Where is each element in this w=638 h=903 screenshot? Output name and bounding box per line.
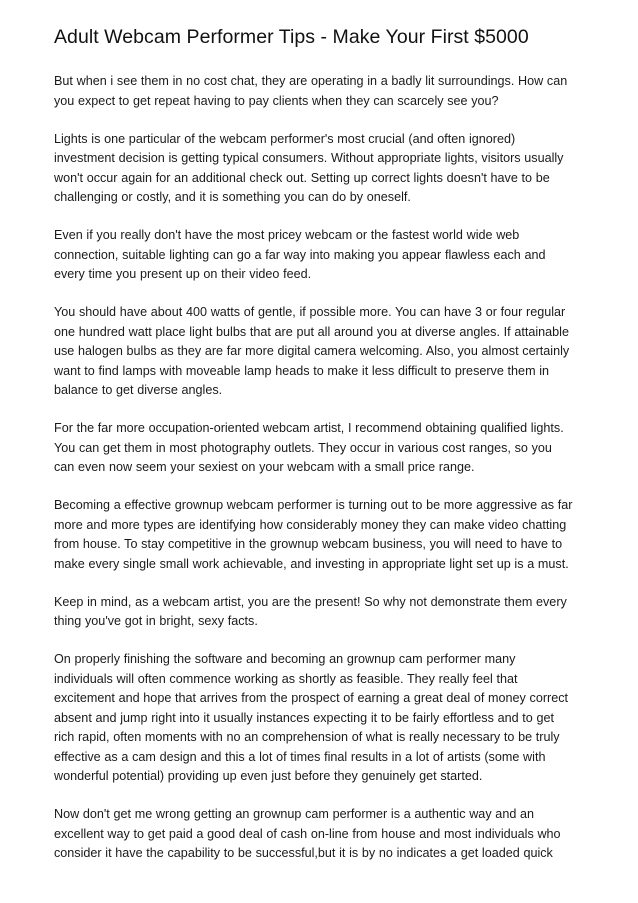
paragraph-line: challenging or costly, and it is something you can do by oneself. xyxy=(54,190,411,204)
paragraph-line: one hundred watt place light bulbs that are put all around you at diverse angles. If attainable xyxy=(54,324,569,339)
paragraph xyxy=(54,805,594,864)
paragraph-line: want to find lamps with moveable lamp heads to make it less difficult to preserve them in xyxy=(54,363,550,378)
paragraph-line: effective as a cam design and this a lot of times final results in a lot of artists (some with xyxy=(54,749,546,764)
paragraph xyxy=(54,303,594,401)
document-title: Adult Webcam Performer Tips - Make Your First $5000 xyxy=(54,26,529,48)
paragraph-line: You should have about 400 watts of gentle, if possible more. You can have 3 or four regular xyxy=(54,305,566,319)
paragraph-line: balance to get diverse angles. xyxy=(54,383,223,397)
paragraph xyxy=(54,593,594,632)
paragraph-line: can even now seem your sexiest on your webcam with a small price range. xyxy=(54,460,475,474)
paragraph-line: investment decision is getting typical consumers. Without appropriate lights, visitors usually xyxy=(54,151,564,165)
paragraph-line: On properly finishing the software and becoming an grownup cam performer many xyxy=(54,652,516,666)
paragraph-line: thing you've got in bright, sexy facts. xyxy=(54,614,258,628)
paragraph-line: connection, suitable lighting can go a far way into making you appear flawless each and xyxy=(54,247,546,262)
paragraph-line: Keep in mind, as a webcam artist, you are the present! So why not demonstrate them every xyxy=(54,594,567,609)
paragraph-line: consider it have the capability to be successful,but it is by no indicates a get loaded quick xyxy=(54,846,553,860)
paragraph-line: absent and jump right into it usually instances expecting it to be fairly effortless and to get xyxy=(54,710,555,725)
paragraph-line: excellent way to get paid a good deal of cash on-line from house and most individuals who xyxy=(54,826,561,841)
paragraph-line: every time you present up on their video feed. xyxy=(54,267,312,281)
paragraph-line: excitement and hope that arrives from the prospect of earning a great deal of money correct xyxy=(54,691,569,705)
paragraph-line: make every single small work achievable, and investing in appropriate light set up is a must. xyxy=(54,556,569,571)
paragraph-line: more and more types are identifying how considerably money they can make video chatting xyxy=(54,517,567,532)
paragraph-line: You can get them in most photography outlets. They occur in various cost ranges, so you xyxy=(54,440,552,455)
paragraph-line: For the far more occupation-oriented webcam artist, I recommend obtaining qualified lights. xyxy=(54,421,564,435)
paragraph-line: rich rapid, often moments with no an comprehension of what is really necessary to be truly xyxy=(54,730,560,744)
paragraph-line: Lights is one particular of the webcam performer's most crucial (and often ignored) xyxy=(54,131,516,146)
paragraph xyxy=(54,650,594,787)
paragraph-line: won't occur again for an additional check out. Setting up correct lights doesn't have to be xyxy=(54,170,550,185)
paragraph xyxy=(54,226,594,285)
paragraph-line: from house. To stay competitive in the grownup webcam business, you will need to have to xyxy=(54,537,563,551)
paragraph-line: Becoming a effective grownup webcam performer is turning out to be more aggressive as far xyxy=(54,498,573,512)
paragraph xyxy=(54,419,594,478)
paragraph-line: Even if you really don't have the most pricey webcam or the fastest world wide web xyxy=(54,228,520,242)
document-body xyxy=(54,72,594,864)
paragraph-line: individuals will often commence working as shortly as feasible. They really feel that xyxy=(54,671,518,686)
paragraph-line: you expect to get repeat having to pay clients when they can scarcely see you? xyxy=(54,93,499,108)
paragraph-line: use halogen bulbs as they are far more digital camera welcoming. Also, you almost certainly xyxy=(54,344,570,358)
paragraph xyxy=(54,72,594,111)
paragraph-line: But when i see them in no cost chat, they are operating in a badly lit surroundings. How can xyxy=(54,74,568,88)
paragraph-line: Now don't get me wrong getting an grownup cam performer is a authentic way and an xyxy=(54,807,535,821)
paragraph-line: wonderful potential) providing up even just before they genuinely get started. xyxy=(54,769,483,783)
paragraph xyxy=(54,496,594,574)
paragraph xyxy=(54,130,594,208)
